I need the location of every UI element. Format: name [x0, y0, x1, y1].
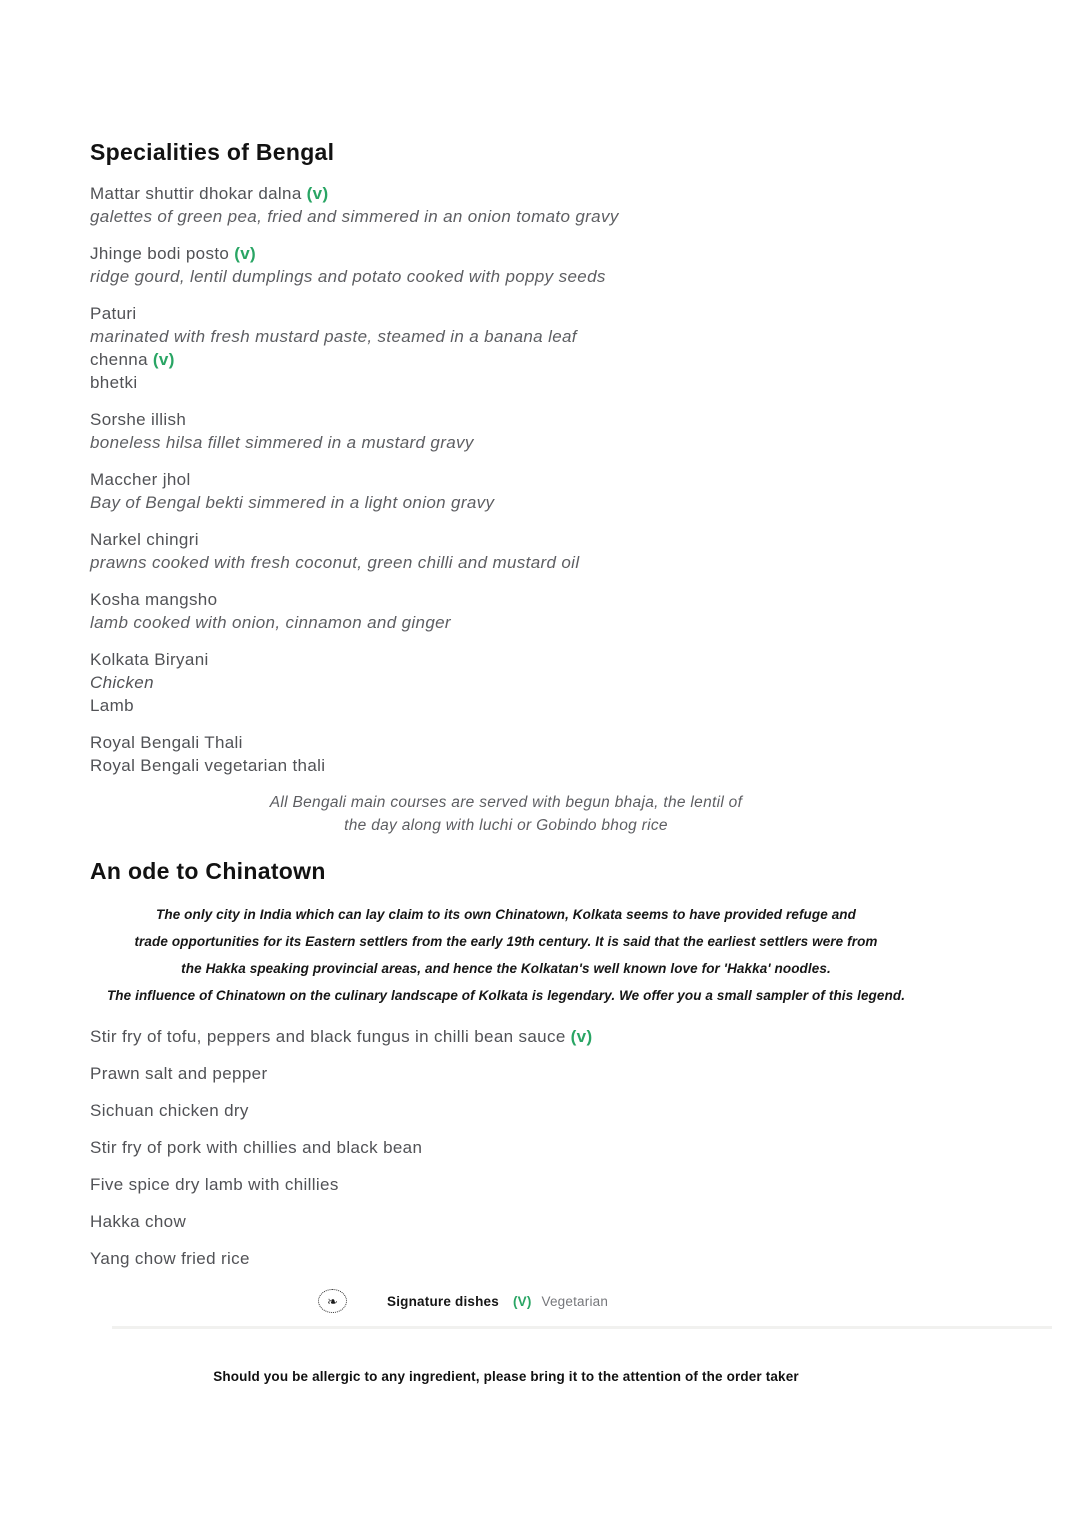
menu-item-description: Bay of Bengal bekti simmered in a light onion gravy [90, 493, 495, 512]
chinatown-intro-line: The influence of Chinatown on the culinary landscape of Kolkata is legendary. We offer you a small sampler of this legend. [106, 988, 906, 1003]
serving-note [90, 791, 922, 837]
serving-note-line2: the day along with luchi or Gobindo bhog rice [344, 817, 668, 834]
menu-item-variant: bhetki [90, 373, 138, 392]
chinatown-intro-line: the Hakka speaking provincial areas, and hence the Kolkatan's well known love for 'Hakka' noodles. [181, 961, 831, 976]
menu-item: Yang chow fried rice [90, 1249, 250, 1268]
menu-item-name: Royal Bengali Thali [90, 733, 243, 752]
menu-item [90, 588, 922, 634]
menu-item-description: lamb cooked with onion, cinnamon and ginger [90, 613, 451, 632]
menu-item: Hakka chow [90, 1212, 187, 1231]
menu-item-name: Sorshe illish [90, 410, 187, 429]
menu-item-description: boneless hilsa fillet simmered in a mustard gravy [90, 433, 474, 452]
item-name-text: Stir fry of tofu, peppers and black fungus in chilli bean sauce [90, 1027, 566, 1046]
divider [112, 1326, 1052, 1329]
legend-row [318, 1286, 922, 1316]
veg-label: Vegetarian [541, 1293, 609, 1309]
item-name-text: Jhinge bodi posto [90, 244, 230, 263]
menu-item-name: Kosha mangsho [90, 590, 218, 609]
menu-item-description: prawns cooked with fresh coconut, green chilli and mustard oil [90, 553, 580, 572]
menu-item: Stir fry of pork with chillies and black bean [90, 1138, 423, 1157]
menu-item-name: Kolkata Biryani [90, 650, 209, 669]
menu-item-variant: Lamb [90, 696, 134, 715]
menu-item [90, 242, 922, 288]
allergy-note: Should you be allergic to any ingredient, please bring it to the attention of the order taker [213, 1369, 799, 1384]
veg-badge: (v) [570, 1027, 593, 1046]
menu-item: Sichuan chicken dry [90, 1101, 249, 1120]
menu-item-name: Paturi [90, 304, 137, 323]
menu-item [90, 731, 922, 777]
menu-item: Prawn salt and pepper [90, 1064, 268, 1083]
menu-item [90, 302, 922, 394]
item-name-text: Mattar shuttir dhokar dalna [90, 184, 302, 203]
signature-seal-icon: ❧ [318, 1289, 347, 1313]
section-title-chinatown: An ode to Chinatown [90, 858, 326, 884]
legend-text [387, 1294, 608, 1309]
menu-item [90, 182, 922, 228]
menu-item-name [90, 182, 922, 205]
menu-item [90, 468, 922, 514]
veg-symbol: (V) [512, 1293, 532, 1309]
menu-item-name: Royal Bengali vegetarian thali [90, 756, 326, 775]
menu-item: Five spice dry lamb with chillies [90, 1175, 339, 1194]
veg-badge: (v) [152, 350, 175, 369]
variant-text: chenna [90, 350, 148, 369]
chinatown-intro-line: The only city in India which can lay claim to its own Chinatown, Kolkata seems to have provided refuge and [156, 907, 856, 922]
chinatown-intro [90, 901, 922, 1009]
menu-item-description: marinated with fresh mustard paste, steamed in a banana leaf [90, 327, 577, 346]
menu-item-name: Narkel chingri [90, 530, 199, 549]
menu-item-variant: Chicken [90, 673, 154, 692]
menu-item-name [90, 242, 922, 265]
menu-item-description: ridge gourd, lentil dumplings and potato cooked with poppy seeds [90, 267, 606, 286]
chinatown-intro-line: trade opportunities for its Eastern settlers from the early 19th century. It is said that the earliest settlers were from [134, 934, 878, 949]
menu-item [90, 1027, 922, 1047]
menu-item-name: Maccher jhol [90, 470, 191, 489]
veg-badge: (v) [306, 184, 329, 203]
section-title-bengal: Specialities of Bengal [90, 139, 335, 165]
menu-item-description: galettes of green pea, fried and simmered in an onion tomato gravy [90, 207, 619, 226]
menu-item-variant [90, 348, 922, 371]
menu-item [90, 408, 922, 454]
menu-item [90, 528, 922, 574]
veg-badge: (v) [234, 244, 257, 263]
serving-note-line1: All Bengali main courses are served with begun bhaja, the lentil of [269, 794, 743, 811]
signature-dishes-label: Signature dishes [387, 1293, 499, 1309]
menu-content [90, 140, 922, 1384]
menu-item [90, 648, 922, 717]
